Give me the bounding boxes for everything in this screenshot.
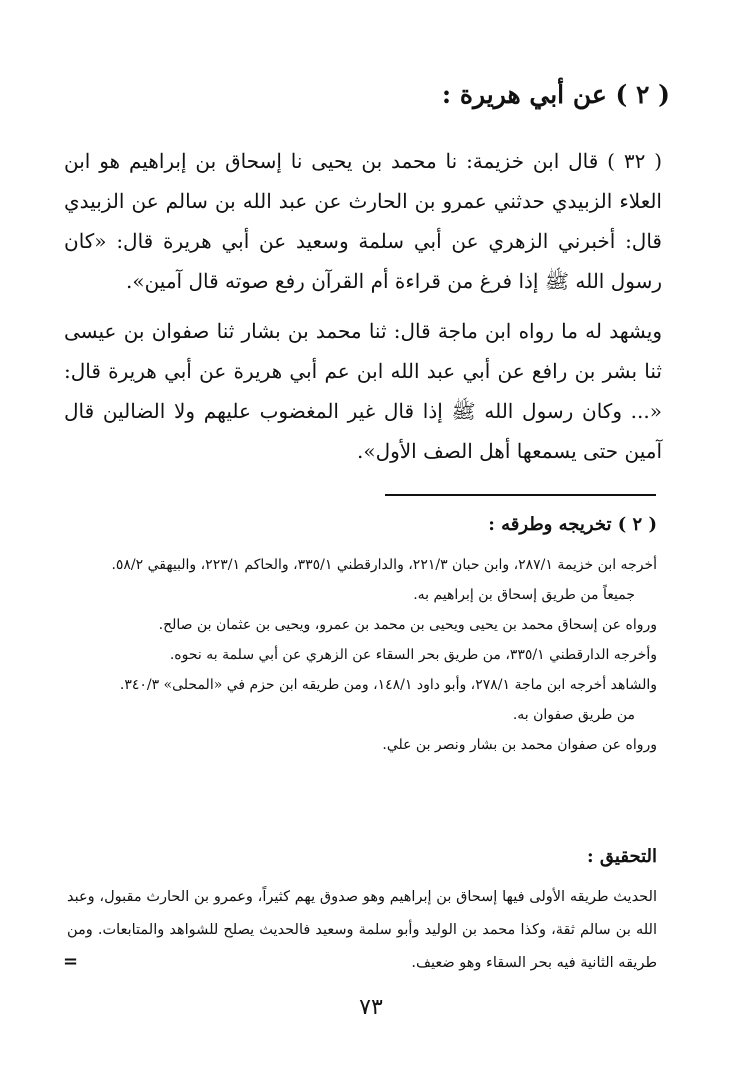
continuation-mark: = bbox=[63, 951, 79, 972]
takhrij-line: من طريق صفوان به. bbox=[512, 707, 635, 723]
takhrij-line: ورواه عن إسحاق محمد بن يحيى ويحيى بن محمد بن عمرو، ويحيى بن عثمان بن صالح. bbox=[158, 617, 657, 633]
takhrij-line: جميعاً من طريق إسحاق بن إبراهيم به. bbox=[413, 587, 635, 603]
tahqiq-text bbox=[67, 881, 657, 980]
footnote-separator bbox=[385, 494, 656, 496]
tahqiq-heading: التحقيق : bbox=[587, 846, 657, 867]
takhrij-line: وأخرجه الدارقطني ٣٣٥/١، من طريق بحر السقاء عن الزهري عن أبي سلمة به نحوه. bbox=[169, 647, 657, 663]
hadith-paragraph: ( ٣٢ ) قال ابن خزيمة: نا محمد بن يحيى نا إسحاق بن إبراهيم هو ابن العلاء الزبيدي حدثني عمرو بن الحارث عن عبد الله بن سالم عن الزبيدي قال: أخبرني الزهري عن أبي سلمة وسعيد عن أبي هريرة قال: «كان رسول الله ﷺ إذا فرغ من قراءة أم القرآن رفع صوته قال آمين». bbox=[64, 149, 662, 293]
page-number: ٧٣ bbox=[359, 995, 383, 1020]
tahqiq-paragraph: الحديث طريقه الأولى فيها إسحاق بن إبراهيم وهو صدوق يهم كثيراً، وعمرو بن الحارث مقبول، وعبد الله بن سالم ثقة، وكذا محمد بن الوليد وأبو سلمة وسعيد فالحديث يصلح للشواهد والمتابعات. ومن طريقه الثانية فيه بحر السقاء وهو ضعيف. bbox=[67, 889, 657, 971]
takhrij-line: ورواه عن صفوان محمد بن بشار ونصر بن علي. bbox=[382, 737, 657, 753]
section-heading: ( ٢ ) عن أبي هريرة : bbox=[441, 80, 670, 109]
hadith-text bbox=[64, 141, 662, 471]
takhrij-heading: ( ٢ ) تخريجه وطرقه : bbox=[488, 514, 657, 535]
supporting-narration-paragraph: ويشهد له ما رواه ابن ماجة قال: ثنا محمد بن بشار ثنا صفوان بن عيسى ثنا بشر بن رافع عن أبي عبد الله ابن عم أبي هريرة عن أبي هريرة قال: «... وكان رسول الله ﷺ إذا قال غير المغضوب عليهم ولا الضالين قال آمين حتى يسمعها أهل الصف الأول». bbox=[64, 319, 662, 463]
takhrij-line: أخرجه ابن خزيمة ٢٨٧/١، وابن حبان ٢٢١/٣، والدارقطني ٣٣٥/١، والحاكم ٢٢٣/١، والبيهقي ٥٨/٢. bbox=[111, 557, 657, 573]
takhrij-notes bbox=[67, 550, 657, 760]
takhrij-line: والشاهد أخرجه ابن ماجة ٢٧٨/١، وأبو داود ١٤٨/١، ومن طريقه ابن حزم في «المحلى» ٣٤٠/٣. bbox=[119, 677, 657, 693]
